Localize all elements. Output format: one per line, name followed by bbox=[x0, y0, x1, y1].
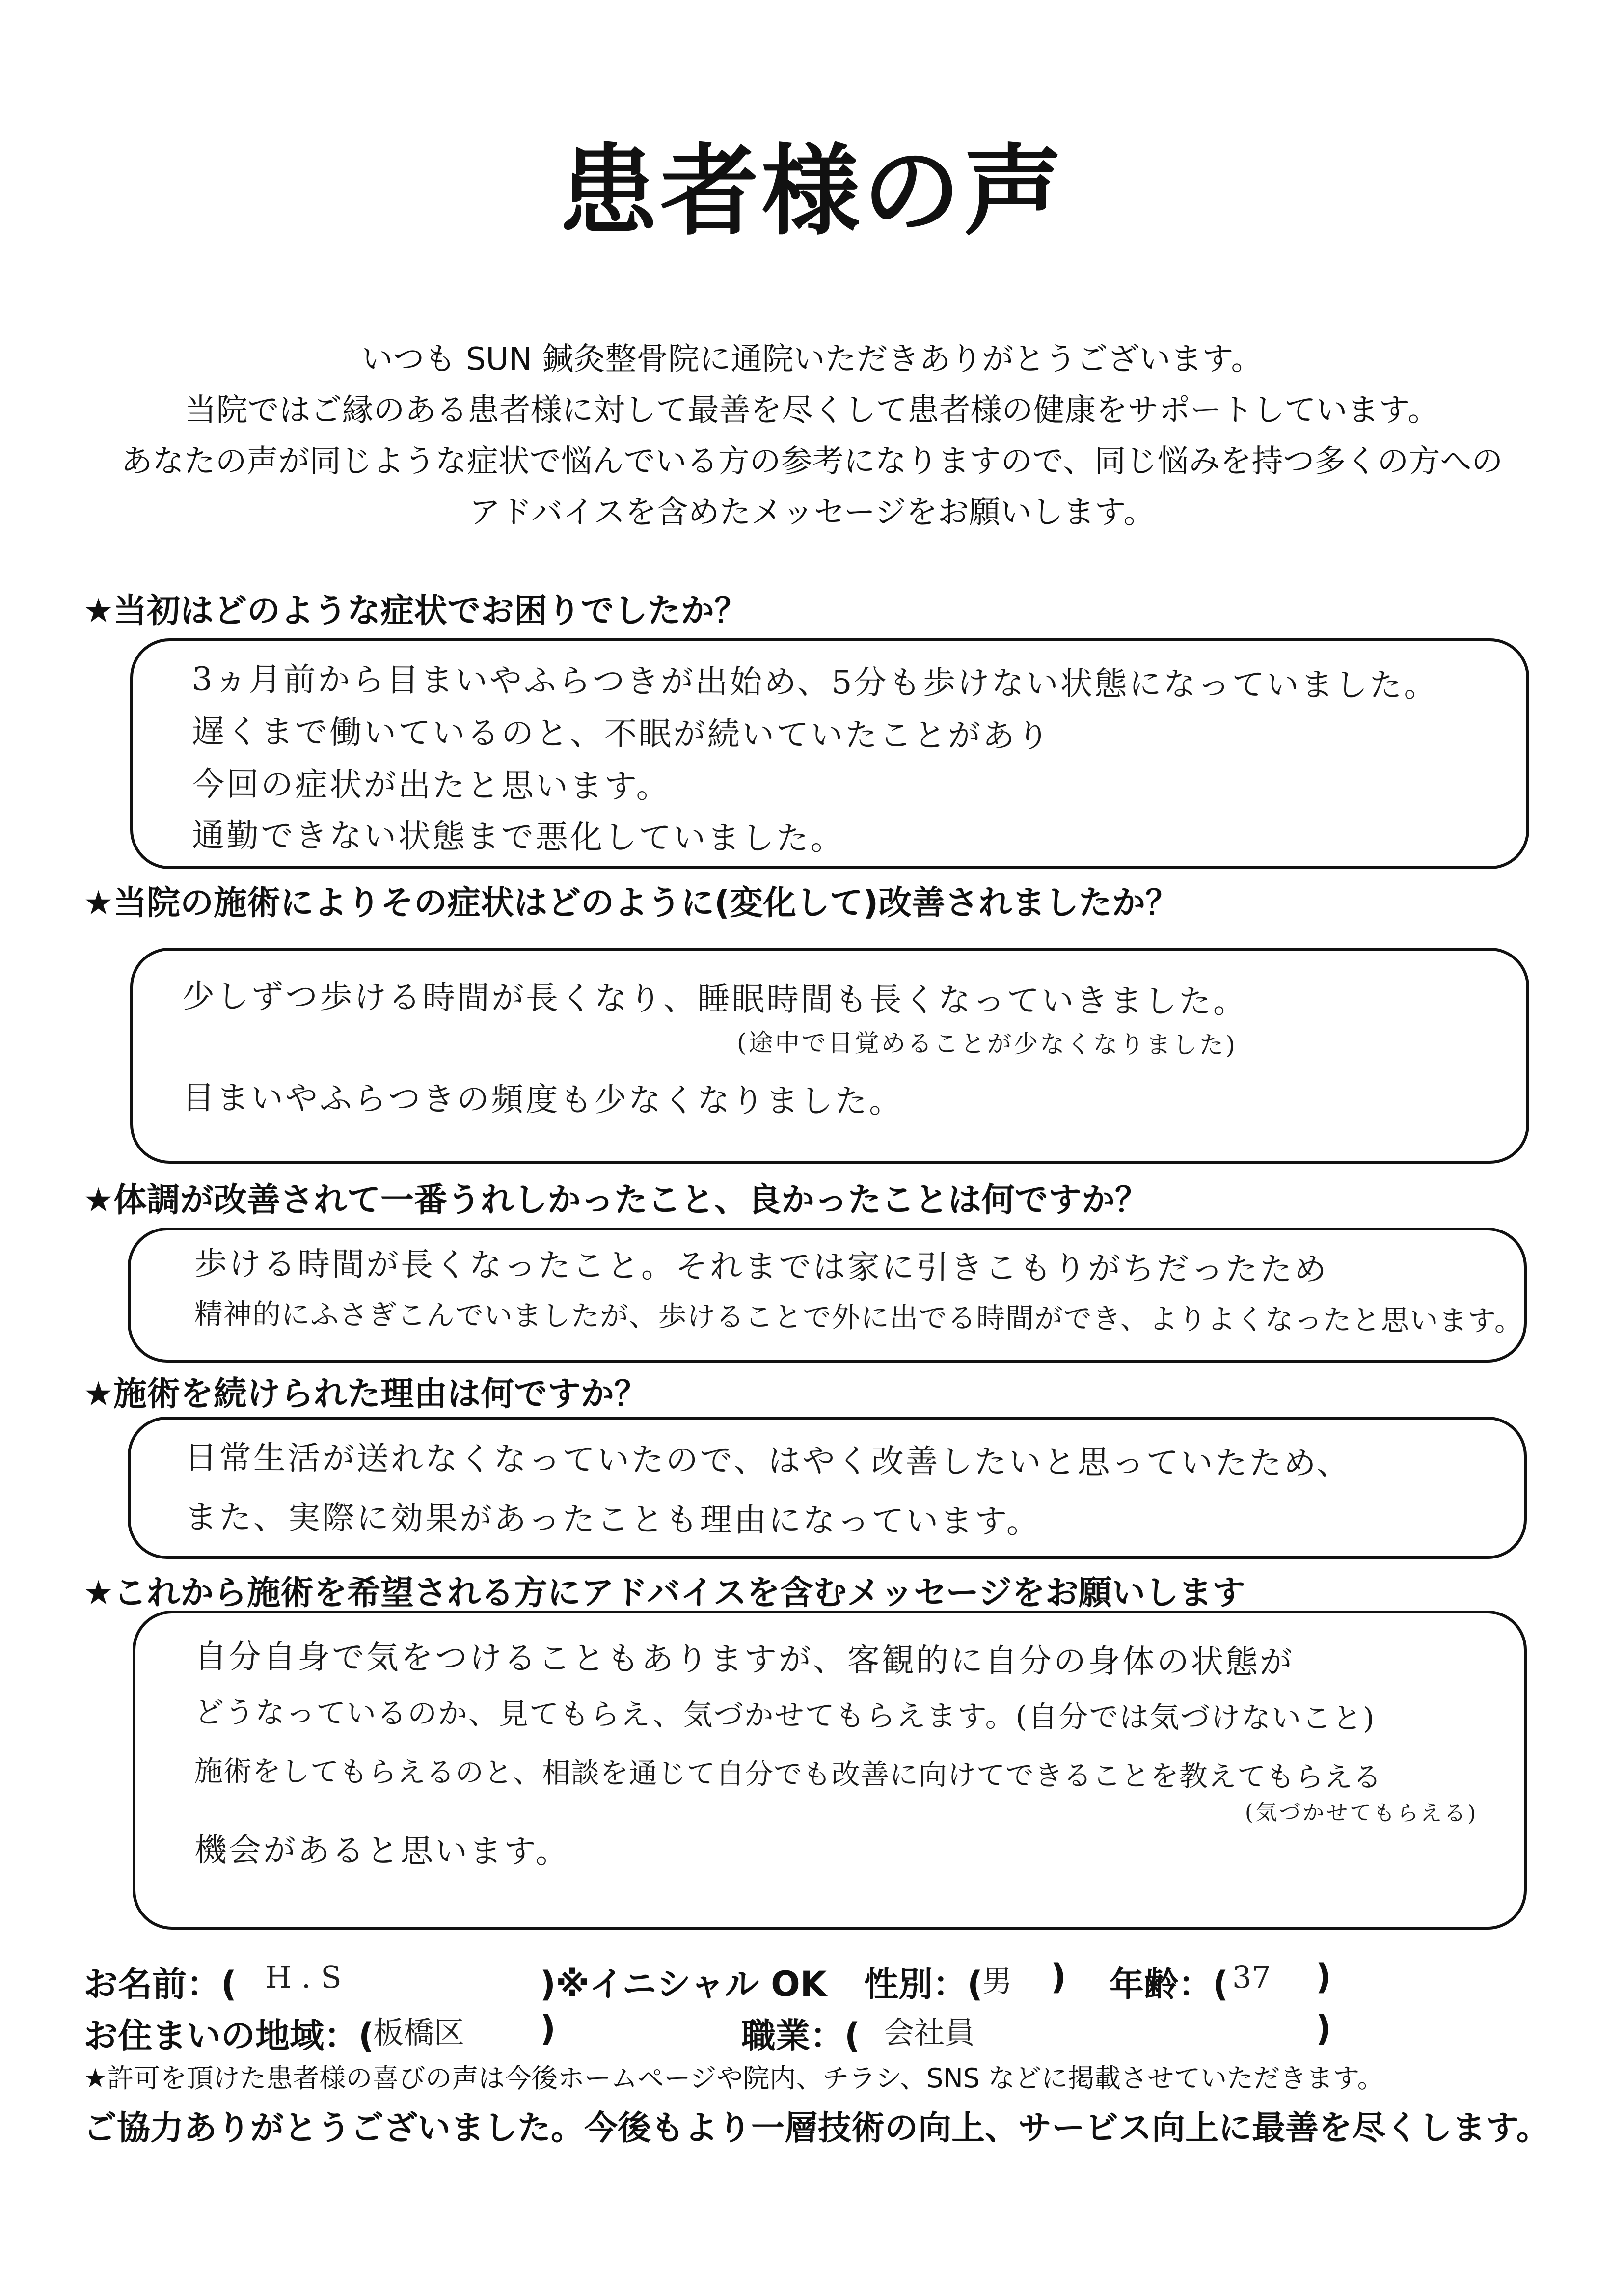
answer-line: 歩ける時間が長くなったこと。それまでは家に引きこもりがちだったため bbox=[194, 1244, 1329, 1289]
answer-line: (気づかせてもらえる) bbox=[1245, 1800, 1478, 1827]
question-2-label: ★当院の施術によりその症状はどのように(変化して)改善されましたか？ bbox=[83, 884, 1179, 923]
page-title: 患者様の声 bbox=[559, 135, 1065, 249]
area-label: お住まいの地域：( bbox=[83, 2016, 374, 2056]
answer-line: 目まいやふらつきの頻度も少なくなりました。 bbox=[182, 1079, 904, 1121]
job-close: ) bbox=[1316, 2008, 1331, 2049]
answer-box-5 bbox=[133, 1611, 1527, 1930]
answer-box-3 bbox=[128, 1228, 1527, 1363]
age-value: 37 bbox=[1232, 1959, 1271, 1995]
name-label: お名前：( bbox=[83, 1964, 237, 2004]
gender-close: ) bbox=[1051, 1957, 1066, 1997]
intro-line: 当院ではご縁のある患者様に対して最善を尽くして患者様の健康をサポートしています。 bbox=[185, 392, 1439, 429]
gender-value: 男 bbox=[982, 1963, 1013, 1999]
answer-line: 通勤できない状態まで悪化していました。 bbox=[191, 816, 845, 858]
answer-line: 3ヵ月前から目まいやふらつきが出始め、5分も歩けない状態になっていました。 bbox=[191, 660, 1438, 705]
answer-line: 自分自身で気をつけることもありますが、客観的に自分の身体の状態が bbox=[194, 1638, 1295, 1681]
answer-line: (途中で目覚めることが少なくなりました) bbox=[736, 1028, 1238, 1060]
answer-line: 今回の症状が出たと思います。 bbox=[191, 765, 671, 806]
answer-line: 施術をしてもらえるのと、相談を通じて自分でも改善に向けてできることを教えてもらえる bbox=[194, 1754, 1382, 1794]
answer-box-2 bbox=[130, 948, 1529, 1164]
gender-label: 性別：( bbox=[864, 1964, 983, 2004]
answer-box-4 bbox=[128, 1417, 1527, 1559]
question-3-label: ★体調が改善されて一番うれしかったこと、良かったことは何ですか？ bbox=[83, 1181, 1148, 1220]
intro-text bbox=[0, 334, 1624, 538]
initial-note: )※イニシャル OK bbox=[540, 1964, 827, 2004]
answer-line: どうなっているのか、見てもらえ、気づかせてもらえます。(自分では気づけないこと) bbox=[194, 1695, 1376, 1736]
answer-line: 少しずつ歩ける時間が長くなり、睡眠時間も長くなっていきました。 bbox=[182, 977, 1248, 1021]
intro-line: アドバイスを含めたメッセージをお願いします。 bbox=[469, 494, 1155, 531]
answer-line: 日常生活が送れなくなっていたので、はやく改善したいと思っていたため、 bbox=[184, 1438, 1352, 1483]
answer-line: 精神的にふさぎこんでいましたが、歩けることで外に出でる時間ができ、よりよくなったと思います。 bbox=[194, 1297, 1524, 1338]
job-label: 職業：( bbox=[741, 2016, 860, 2056]
permission-note: ★許可を頂けた患者様の喜びの声は今後ホームページや院内、チラシ、SNS などに掲載させていただきます。 bbox=[83, 2063, 1384, 2094]
answer-line: また、実際に効果があったことも理由になっています。 bbox=[184, 1498, 1041, 1541]
question-5-label: ★これから施術を希望される方にアドバイスを含むメッセージをお願いします bbox=[83, 1574, 1245, 1613]
intro-line: あなたの声が同じような症状で悩んでいる方の参考になりますので、同じ悩みを持つ多くの方への bbox=[121, 443, 1503, 480]
answer-line: 遅くまで働いているのと、不眠が続いていたことがあり bbox=[191, 712, 1052, 755]
age-label: 年齢：( bbox=[1110, 1964, 1228, 2004]
job-value: 会社員 bbox=[884, 2015, 975, 2050]
age-close: ) bbox=[1316, 1957, 1331, 1997]
answer-line: 機会があると思います。 bbox=[194, 1831, 570, 1871]
answer-box-1 bbox=[130, 638, 1529, 869]
area-value: 板橋区 bbox=[373, 2015, 465, 2050]
closing-message: ご協力ありがとうございました。今後もより一層技術の向上、サービス向上に最善を尽くします。 bbox=[83, 2109, 1550, 2148]
question-1-label: ★当初はどのような症状でお困りでしたか？ bbox=[83, 592, 748, 630]
name-value: H . S bbox=[265, 1959, 342, 1995]
area-close: ) bbox=[540, 2008, 556, 2049]
question-4-label: ★施術を続けられた理由は何ですか？ bbox=[83, 1375, 648, 1414]
intro-line: いつも SUN 鍼灸整骨院に通院いただきありがとうございます。 bbox=[361, 341, 1263, 378]
